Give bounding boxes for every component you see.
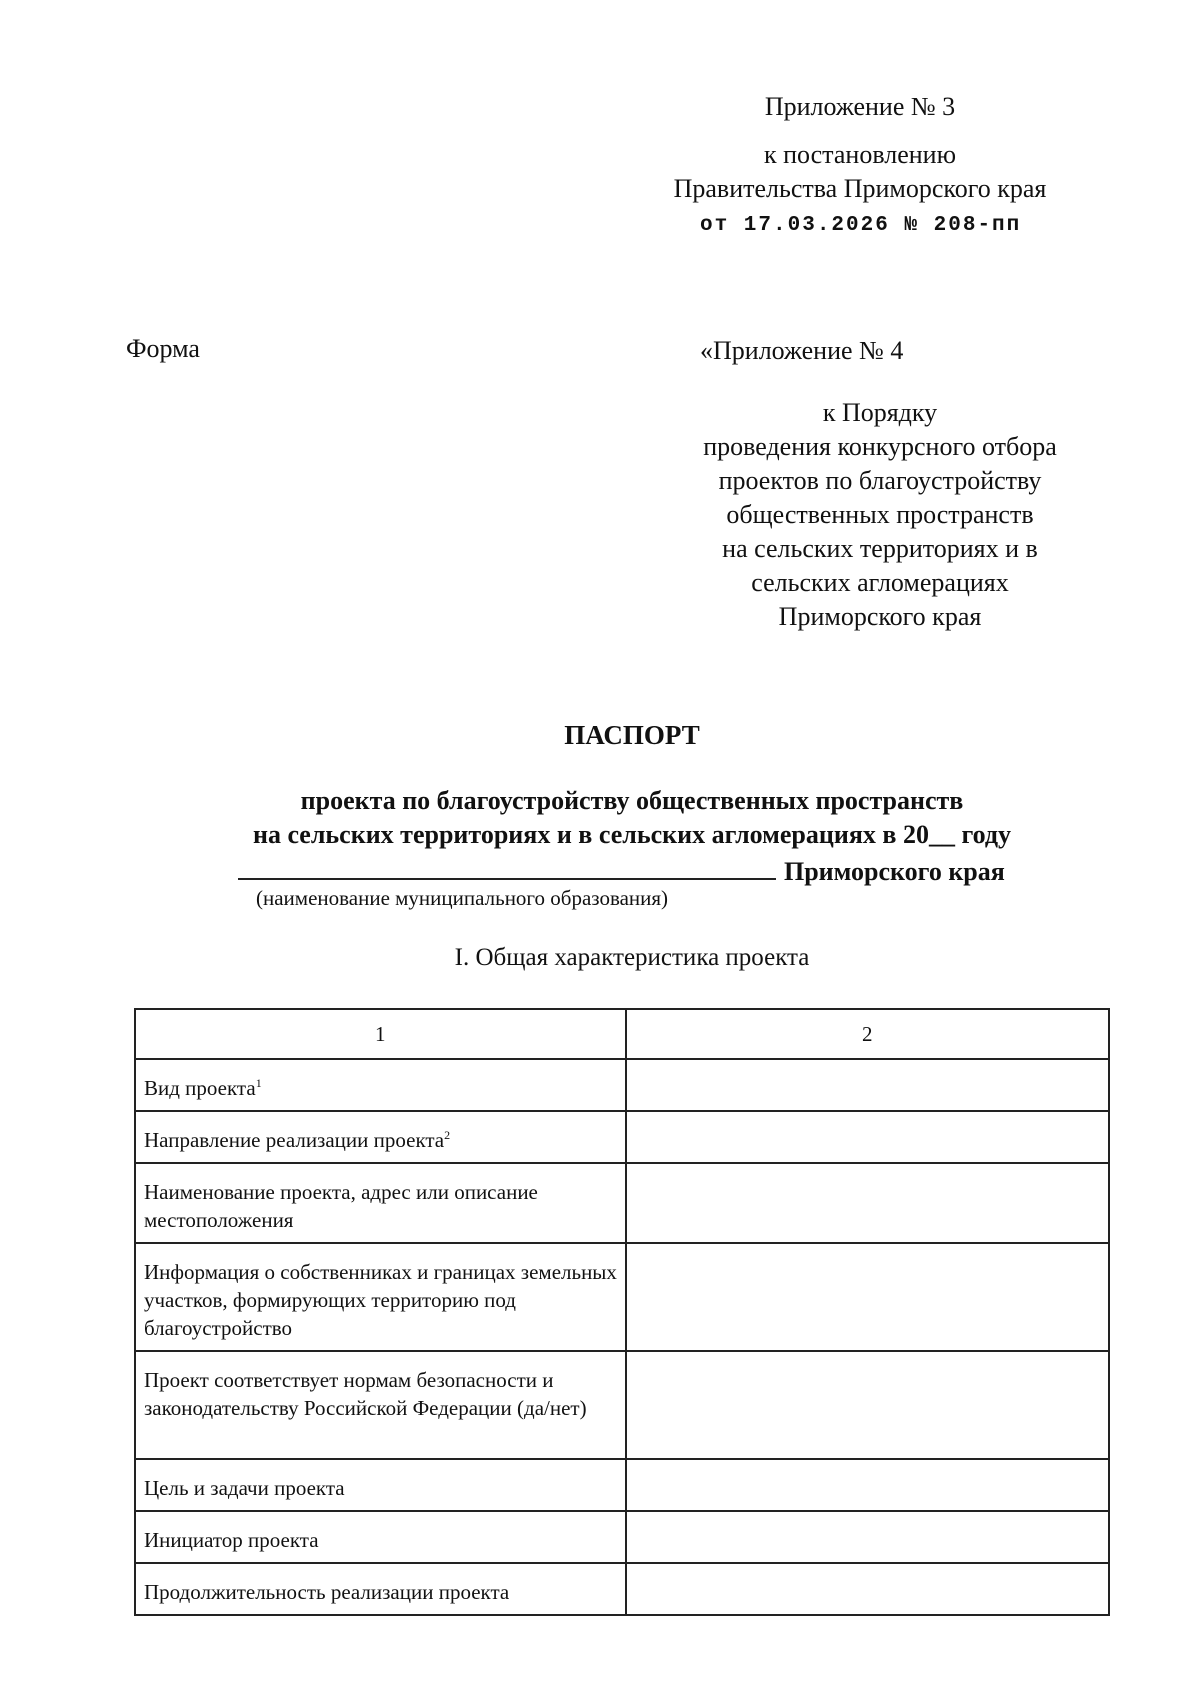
row-label-project-type <box>135 1059 626 1111</box>
row-label-text: Вид проекта <box>144 1076 256 1100</box>
municipality-caption: (наименование муниципального образования) <box>256 886 669 910</box>
row-value-cell[interactable] <box>626 1563 1109 1615</box>
row-label-project-name: Наименование проекта, адрес или описание местоположения <box>135 1163 626 1243</box>
passport-subtitle-line1: проекта по благоустройству общественных пространств <box>300 786 964 815</box>
table-row <box>135 1111 1109 1163</box>
appendix-3-line1: к постановлению <box>763 140 957 169</box>
table-row <box>135 1351 1109 1459</box>
row-label-initiator: Инициатор проекта <box>135 1511 626 1563</box>
section-title: I. Общая характеристика проекта <box>454 944 810 971</box>
passport-title: ПАСПОРТ <box>564 720 700 750</box>
table-row <box>135 1459 1109 1511</box>
form-label: Форма <box>126 334 200 363</box>
row-label-text: Направление реализации проекта <box>144 1128 445 1152</box>
table-row <box>135 1511 1109 1563</box>
appendix-4-line: к Порядку <box>822 398 938 427</box>
row-value-cell[interactable] <box>626 1351 1109 1459</box>
appendix-4-title: «Приложение № 4 <box>700 336 904 365</box>
appendix-3-basis <box>640 138 1080 206</box>
table-row <box>135 1243 1109 1351</box>
table-header-row <box>135 1009 1109 1059</box>
row-label-duration: Продолжительность реализации проекта <box>135 1563 626 1615</box>
footnote-marker: 1 <box>255 1076 262 1090</box>
table-row <box>135 1059 1109 1111</box>
footnote-marker: 2 <box>444 1128 451 1142</box>
appendix-4-body <box>640 396 1120 634</box>
municipality-line <box>238 852 1005 889</box>
row-value-cell[interactable] <box>626 1163 1109 1243</box>
appendix-3-title: Приложение № 3 <box>764 92 956 121</box>
row-value-cell[interactable] <box>626 1059 1109 1111</box>
municipality-blank <box>238 852 776 880</box>
row-value-cell[interactable] <box>626 1459 1109 1511</box>
appendix-3-header <box>680 90 1040 124</box>
table-row <box>135 1563 1109 1615</box>
column-header-1: 1 <box>135 1009 626 1059</box>
row-label-land-owners: Информация о собственниках и границах земельных участков, формирующих территорию под благоустройство <box>135 1243 626 1351</box>
row-value-cell[interactable] <box>626 1111 1109 1163</box>
appendix-4-line: Приморского края <box>778 602 982 631</box>
appendix-4-line: общественных пространств <box>726 500 1034 529</box>
appendix-4-line: сельских агломерациях <box>751 568 1009 597</box>
table-row <box>135 1163 1109 1243</box>
column-header-2: 2 <box>626 1009 1109 1059</box>
row-value-cell[interactable] <box>626 1243 1109 1351</box>
row-label-goals: Цель и задачи проекта <box>135 1459 626 1511</box>
appendix-4-line: проведения конкурсного отбора <box>703 432 1057 461</box>
decree-date-stamp: от 17.03.2026 № 208-пп <box>700 214 1022 237</box>
region-suffix: Приморского края <box>784 857 1005 886</box>
row-label-direction <box>135 1111 626 1163</box>
row-value-cell[interactable] <box>626 1511 1109 1563</box>
passport-subtitle-line2: на сельских территориях и в сельских агломерациях в 20__ году <box>252 820 1012 849</box>
appendix-4-line: на сельских территориях и в <box>722 534 1038 563</box>
appendix-4-line: проектов по благоустройству <box>718 466 1042 495</box>
appendix-3-line2: Правительства Приморского края <box>673 174 1047 203</box>
row-label-compliance: Проект соответствует нормам безопасности и законодательству Российской Федерации (да/нет) <box>135 1351 626 1459</box>
project-characteristics-table <box>134 1008 1110 1616</box>
